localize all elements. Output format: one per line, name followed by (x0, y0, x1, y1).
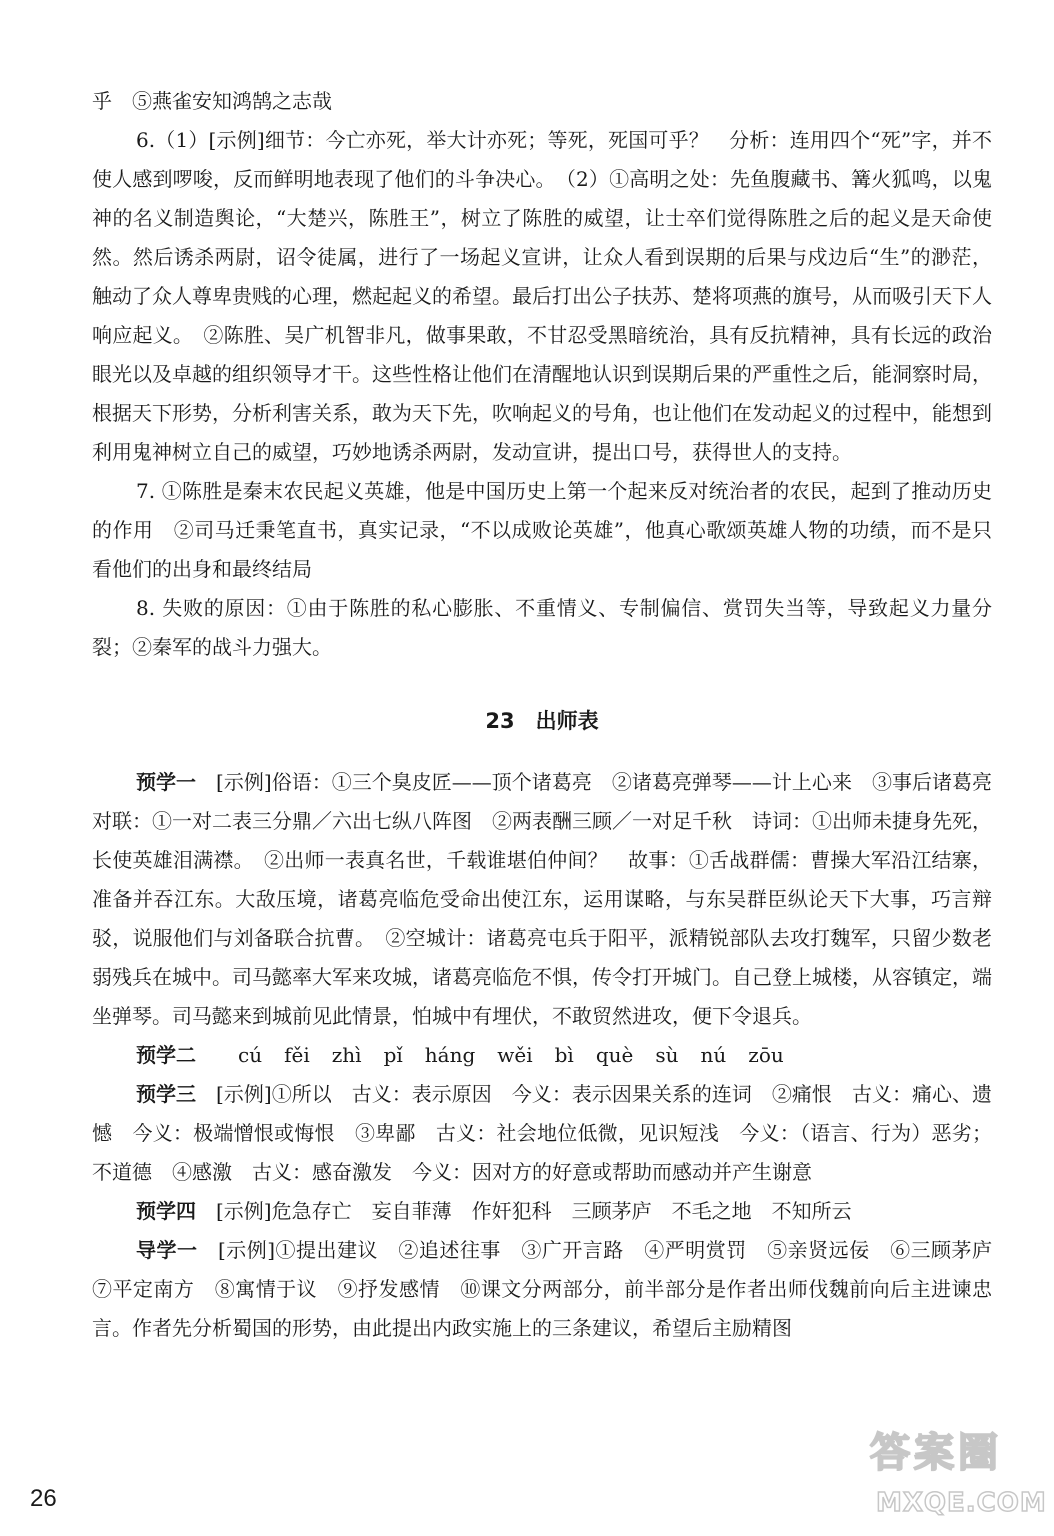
yuxue-3-label: 预学三 (136, 1082, 197, 1106)
pinyin-item: què (595, 1043, 634, 1067)
watermark-url: MXQE.COM (876, 1488, 1047, 1518)
pinyin-item: wěi (497, 1043, 533, 1067)
answer-6: 6.（1）[示例]细节：今亡亦死，举大计亦死；等死，死国可乎？ 分析：连用四个“死”字，并不使人感到啰唆，反而鲜明地表现了他们的斗争决心。 （2）①高明之处：先鱼腹藏书、篝火狐鸣，以鬼神的名义制造舆论，“大楚兴，陈胜王”，树立了陈胜的威望，让士卒们觉得陈胜之后的起义是天命使然。然后诱杀两尉，诏令徒属，进行了一场起义宣讲，让众人看到误期的后果与戍边后“生”的渺茫，触动了众人尊卑贵贱的心理，燃起起义的希望。最后打出公子扶苏、楚将项燕的旗号，从而吸引天下人响应起义。 ②陈胜、吴广机智非凡，做事果敢，不甘忍受黑暗统治，具有反抗精神，具有长远的政治眼光以及卓越的组织领导才干。这些性格让他们在清醒地认识到误期后果的严重性之后，能洞察时局，根据天下形势，分析利害关系，敢为天下先，吹响起义的号角，也让他们在发动起义的过程中，能想到利用鬼神树立自己的威望，巧妙地诱杀两尉，发动宣讲，提出口号，获得世人的支持。 (92, 128, 992, 464)
yuxue-1 (92, 763, 1013, 1036)
daoxue-1-label: 导学一 (136, 1238, 198, 1262)
continued-line: 乎 ⑤燕雀安知鸿鹄之志哉 (92, 89, 332, 113)
yuxue-4-text: [示例]危急存亡 妄自菲薄 作奸犯科 三顾茅庐 不毛之地 不知所云 (216, 1199, 852, 1223)
answer-8: 8. 失败的原因：①由于陈胜的私心膨胀、不重情义、专制偏信、赏罚失当等，导致起义力量分裂；②秦军的战斗力强大。 (92, 596, 992, 659)
pinyin-item: háng (424, 1043, 476, 1067)
watermark-logo (862, 1428, 1047, 1528)
pinyin-item: bì (554, 1043, 574, 1067)
pinyin-item: fěi (284, 1043, 310, 1067)
yuxue-4-label: 预学四 (136, 1199, 196, 1223)
page-content (92, 82, 1013, 1348)
answer-7: 7. ①陈胜是秦末农民起义英雄，他是中国历史上第一个起来反对统治者的农民，起到了推动历史的作用 ②司马迁秉笔直书，真实记录，“不以成败论英雄”，他真心歌颂英雄人物的功绩，而不是只看他们的出身和最终结局 (92, 479, 992, 581)
pinyin-item: zhì (331, 1043, 362, 1067)
daoxue-1-text: [示例]①提出建议 ②追述往事 ③广开言路 ④严明赏罚 ⑤亲贤远佞 ⑥三顾茅庐 ⑦平定南方 ⑧寓情于议 ⑨抒发感情 ⑩课文分两部分，前半部分是作者出师伐魏前向后主进谏忠言。作者先分析蜀国的形势，由此提出内政实施上的三条建议，希望后主励精图 (92, 1238, 1013, 1340)
yuxue-3 (92, 1075, 992, 1192)
pinyin-item: cú (238, 1043, 263, 1067)
page-number: 26 (30, 1485, 57, 1512)
yuxue-3-text: [示例]①所以 古义：表示原因 今义：表示因果关系的连词 ②痛恨 古义：痛心、遗憾 今义：极端憎恨或悔恨 ③卑鄙 古义：社会地位低微，见识短浅 今义：（语言、行为）恶劣；不道德 ④感激 古义：感奋激发 今义：因对方的好意或帮助而感动并产生谢意 (92, 1082, 993, 1184)
yuxue-1-label: 预学一 (136, 770, 197, 794)
pinyin-item: sù (655, 1043, 679, 1067)
yuxue-2-label: 预学二 (136, 1043, 196, 1067)
yuxue-2 (92, 1036, 992, 1075)
yuxue-4 (92, 1192, 992, 1231)
section-title: 23 出师表 (485, 709, 599, 733)
daoxue-1 (92, 1231, 1013, 1348)
watermark-main: 答案圈 (870, 1430, 1002, 1476)
yuxue-1-text: [示例]俗语：①三个臭皮匠——顶个诸葛亮 ②诸葛亮弹琴——计上心来 ③事后诸葛亮 对联：①一对二表三分鼎／六出七纵八阵图 ②两表酬三顾／一对足千秋 诗词：①出师未捷身先死，长使英雄泪满襟。 ②出师一表真名世，千载谁堪伯仲间？ 故事：①舌战群儒：曹操大军沿江结寨，准备并吞江东。大敌压境，诸葛亮临危受命出使江东，运用谋略，与东吴群臣纵论天下大事，巧言辩驳，说服他们与刘备联合抗曹。 ②空城计：诸葛亮屯兵于阳平，派精锐部队去攻打魏军，只留少数老弱残兵在城中。司马懿率大军来攻城，诸葛亮临危不惧，传令打开城门。自己登上城楼，从容镇定，端坐弹琴。司马懿来到城前见此情景，怕城中有埋伏，不敢贸然进攻，便下令退兵。 (92, 770, 1013, 1028)
pinyin-item: zōu (748, 1043, 784, 1067)
pinyin-item: pǐ (383, 1043, 403, 1067)
pinyin-item: nú (700, 1043, 727, 1067)
